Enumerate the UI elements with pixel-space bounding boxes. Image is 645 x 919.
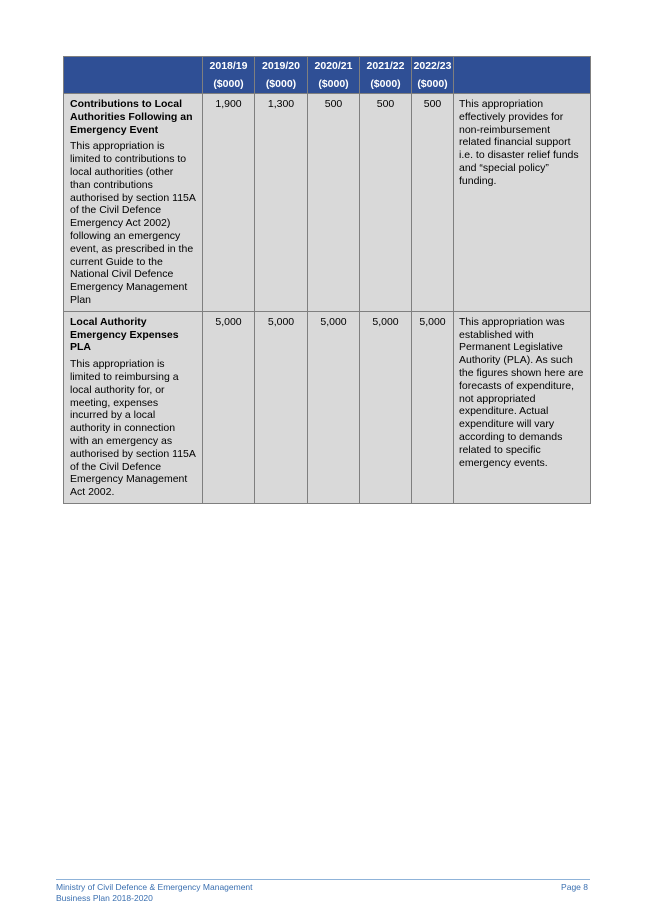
value-2019-20: 5,000 <box>255 311 308 503</box>
appropriation-table <box>63 56 591 504</box>
header-row <box>64 57 591 94</box>
header-unit: ($000) <box>318 78 349 90</box>
row-note: This appropriation effectively provides for non-reimbursement related financial support i.e. to disaster relief funds and “special policy” funding. <box>454 94 591 312</box>
row-title: Contributions to Local Authorities Following an Emergency Event <box>70 98 193 136</box>
page-footer <box>56 879 590 903</box>
row-title: Local Authority Emergency Expenses PLA <box>70 315 179 354</box>
value-2021-22: 500 <box>360 94 412 312</box>
header-year: 2021/22 <box>366 60 405 72</box>
row-description: This appropriation is limited to contributions to local authorities (other than contributions authorised by section 115A of the Civil Defence Emergency Act 2002) following an emergency event, as prescribed in the current Guide to the National Civil Defence Emergency Management Plan <box>70 140 196 306</box>
header-cell-notes <box>454 57 591 94</box>
value-2022-23: 5,000 <box>412 311 454 503</box>
header-cell-2022-23 <box>412 57 454 94</box>
header-year: 2022/23 <box>413 60 452 72</box>
row-description: This appropriation is limited to reimbursing a local authority for, or meeting, expenses incurred by a local authority in connection with an emergency as authorised by section 115A of the Civil Defence Emergency Management Act 2002. <box>70 358 196 499</box>
header-year: 2019/20 <box>262 60 300 72</box>
value-2022-23: 500 <box>412 94 454 312</box>
header-cell-2021-22 <box>360 57 412 94</box>
header-cell-label <box>64 57 203 94</box>
footer-org-block <box>56 882 253 903</box>
footer-doc: Business Plan 2018-2020 <box>56 892 153 903</box>
row-description-cell <box>64 311 203 503</box>
header-year: 2020/21 <box>314 60 353 72</box>
header-cell-2020-21 <box>308 57 360 94</box>
value-2021-22: 5,000 <box>360 311 412 503</box>
row-note: This appropriation was established with Permanent Legislative Authority (PLA). As such the figures shown here are forecasts of expenditure, not appropriated expenditure. Actual expenditure will vary according to demands related to specific emergency events. <box>454 311 591 503</box>
header-unit: ($000) <box>417 78 448 90</box>
table-row <box>64 311 591 503</box>
header-year: 2018/19 <box>209 60 248 72</box>
header-unit: ($000) <box>213 78 244 90</box>
table-body <box>64 94 591 504</box>
header-cell-2018-19 <box>203 57 255 94</box>
value-2018-19: 5,000 <box>203 311 255 503</box>
footer-org: Ministry of Civil Defence & Emergency Management <box>56 882 253 892</box>
table-row <box>64 94 591 312</box>
row-description-cell <box>64 94 203 312</box>
value-2020-21: 500 <box>308 94 360 312</box>
value-2018-19: 1,900 <box>203 94 255 312</box>
header-cell-2019-20 <box>255 57 308 94</box>
table-header <box>64 57 591 94</box>
value-2019-20: 1,300 <box>255 94 308 312</box>
header-unit: ($000) <box>370 78 401 90</box>
page-number: Page 8 <box>561 882 588 892</box>
header-unit: ($000) <box>265 78 297 90</box>
value-2020-21: 5,000 <box>308 311 360 503</box>
